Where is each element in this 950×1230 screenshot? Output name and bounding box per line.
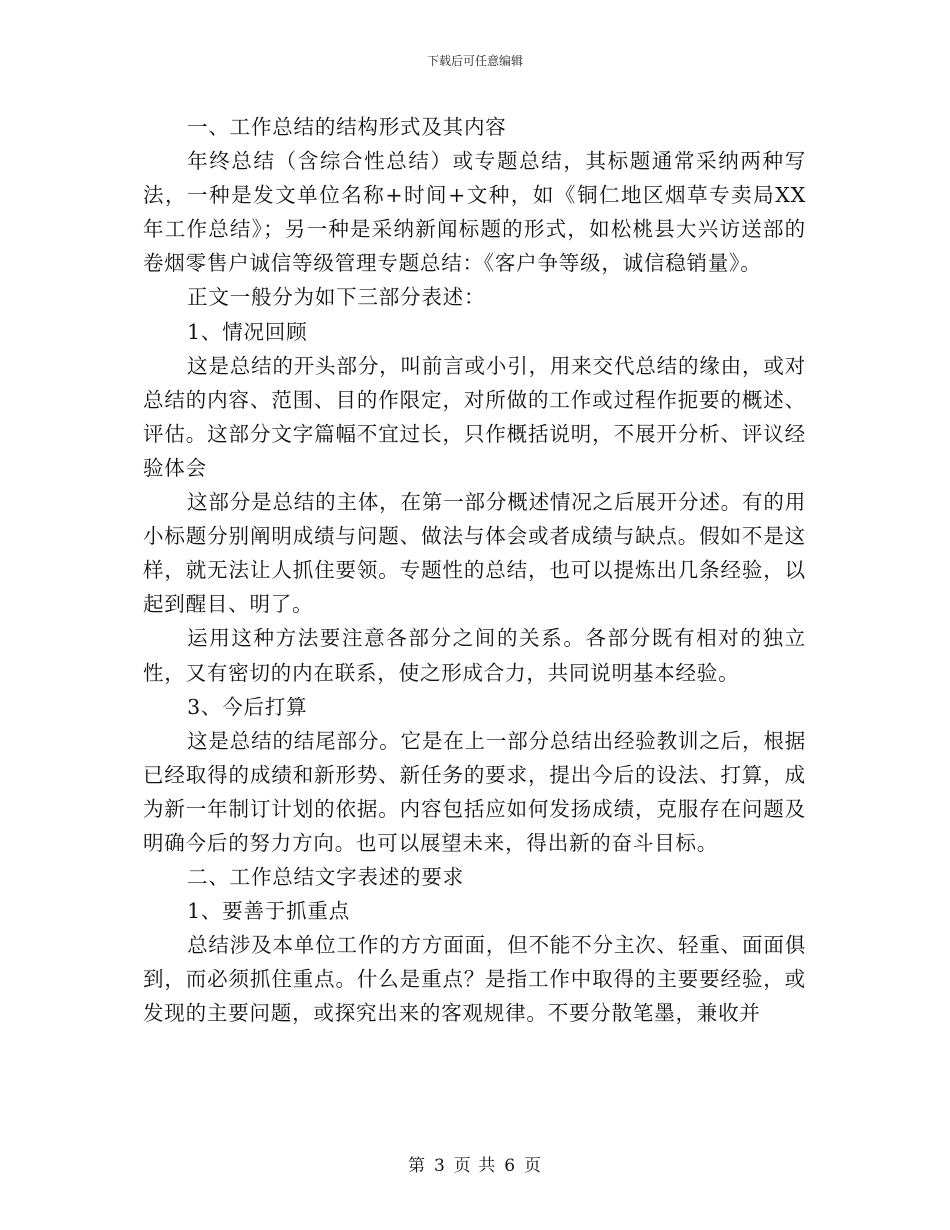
section-heading: 二、工作总结文字表述的要求 — [187, 865, 464, 890]
paragraph: 总结涉及本单位工作的方方面面，但不能不分主次、轻重、面面俱到，而必须抓住重点。什么是重点？是指工作中取得的主要要经验，或发现的主要问题，或探究出来的客观规律。不要分散笔墨，兼收并 — [143, 933, 806, 1026]
document-body — [143, 110, 806, 1031]
footer-prefix: 第 — [407, 1156, 426, 1176]
subsection-heading: 3、今后打算 — [187, 694, 308, 719]
section-heading: 一、工作总结的结构形式及其内容 — [187, 115, 507, 139]
paragraph: 这是总结的开头部分，叫前言或小引，用来交代总结的缘由，或对总结的内容、范围、目的作限定，对所做的工作或过程作扼要的概述、评估。这部分文字篇幅不宜过长，只作概括说明，不展开分析、评议经验体会 — [143, 353, 806, 480]
subsection-heading: 1、情况回顾 — [187, 319, 308, 344]
total-page-count: 6 — [504, 1156, 517, 1176]
subsection-heading: 1、要善于抓重点 — [187, 899, 351, 924]
page-footer — [0, 1156, 950, 1176]
paragraph: 年终总结（含综合性总结）或专题总结，其标题通常采纳两种写法，一种是发文单位名称+时间+文种，如《铜仁地区烟草专卖局XX年工作总结》；另一种是采纳新闻标题的形式，如松桃县大兴访送部的卷烟零售户诚信等级管理专题总结：《客户争等级，诚信稳销量》。 — [143, 149, 806, 276]
paragraph: 这是总结的结尾部分。它是在上一部分总结出经验教训之后，根据已经取得的成绩和新形势、新任务的要求，提出今后的设法、打算，成为新一年制订计划的依据。内容包括应如何发扬成绩，克服存在问题及明确今后的努力方向。也可以展望未来，得出新的奋斗目标。 — [143, 728, 806, 855]
footer-middle: 页 共 — [453, 1156, 497, 1176]
paragraph: 正文一般分为如下三部分表述： — [187, 285, 486, 310]
page-header: 下载后可任意编辑 — [426, 54, 523, 68]
current-page-number: 3 — [433, 1156, 446, 1176]
paragraph: 运用这种方法要注意各部分之间的关系。各部分既有相对的独立性，又有密切的内在联系，使之形成合力，共同说明基本经验。 — [143, 626, 806, 685]
paragraph: 这部分是总结的主体，在第一部分概述情况之后展开分述。有的用小标题分别阐明成绩与问题、做法与体会或者成绩与缺点。假如不是这样，就无法让人抓住要领。专题性的总结，也可以提炼出几条经验，以起到醒目、明了。 — [143, 490, 806, 617]
footer-suffix: 页 — [524, 1156, 543, 1176]
